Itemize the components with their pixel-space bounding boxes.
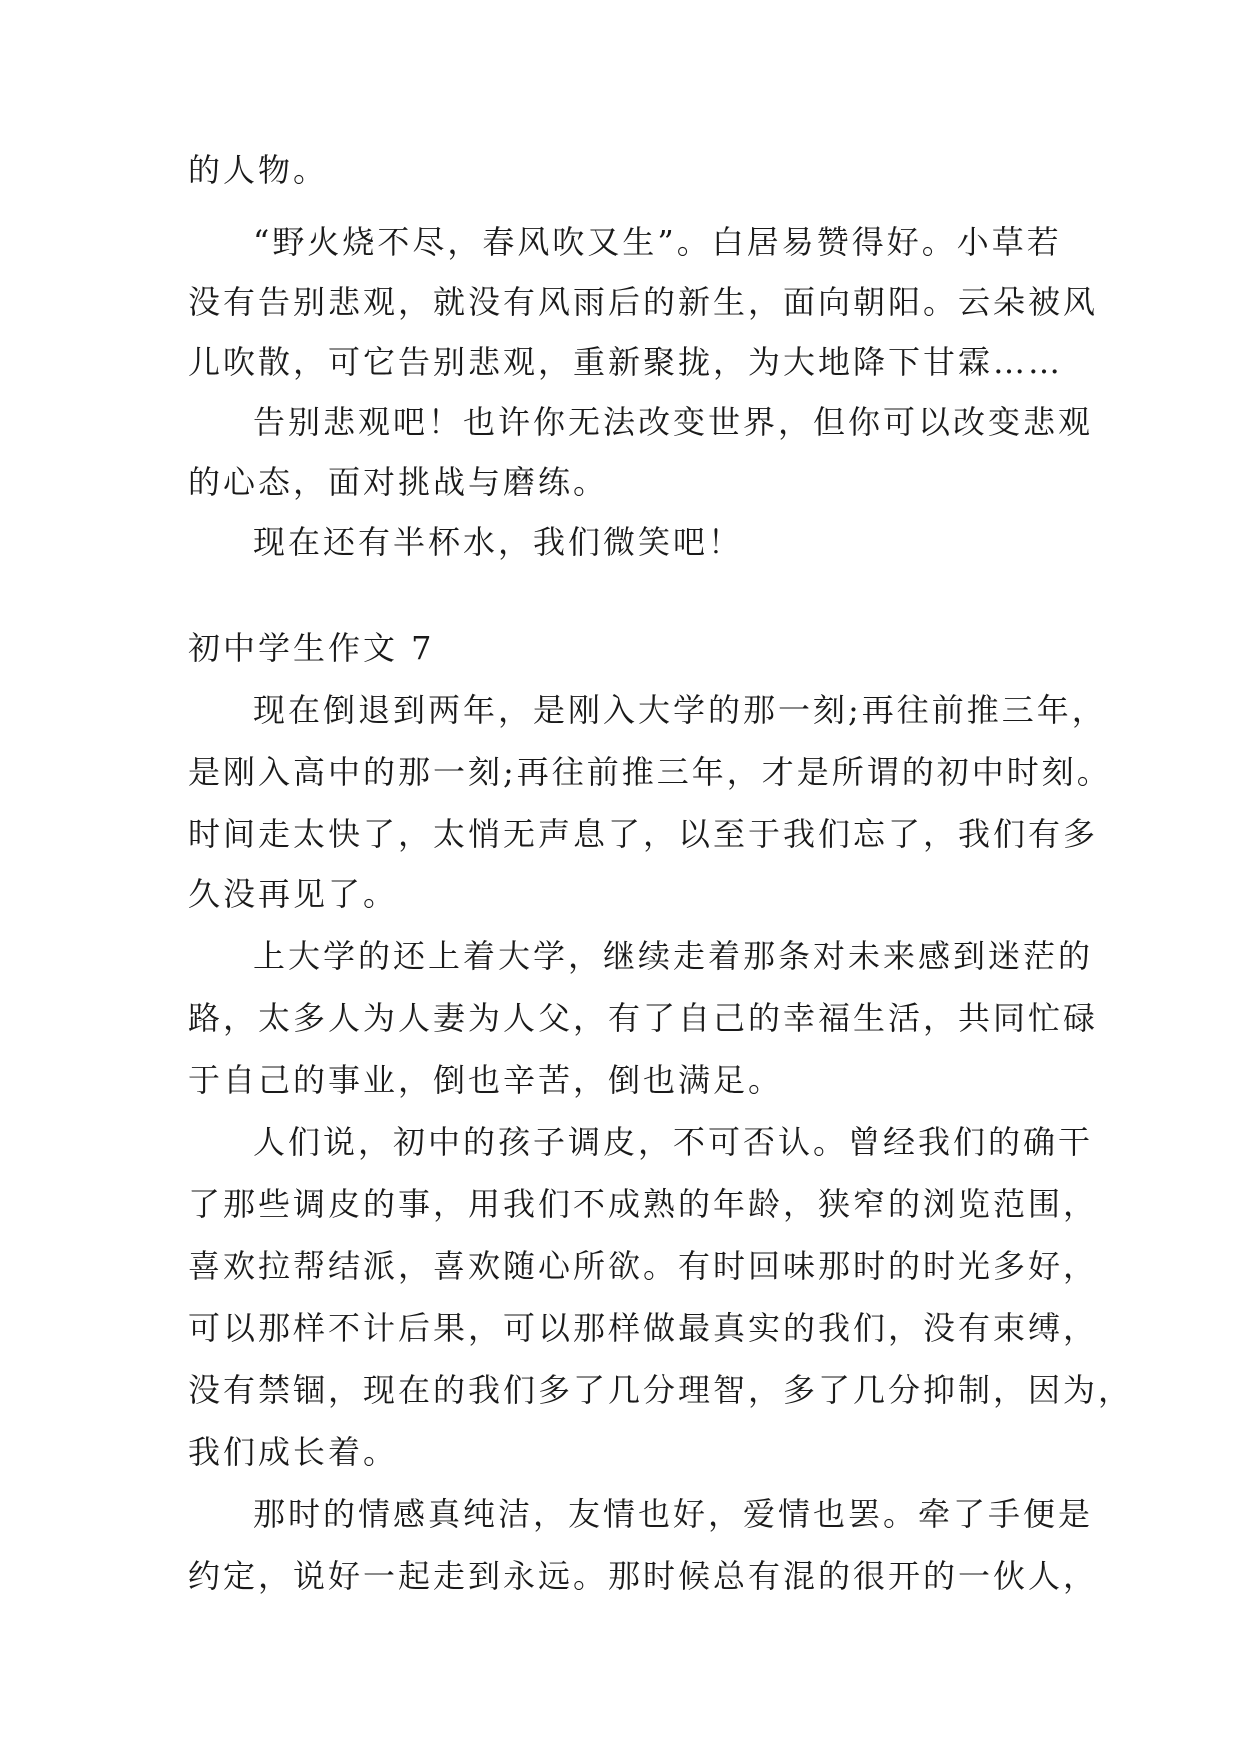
text-line: 了那些调皮的事，用我们不成熟的年龄，狭窄的浏览范围， — [188, 1185, 1099, 1223]
section-title: 初中学生作文 7 — [188, 629, 435, 667]
text-line: 路，太多人为人妻为人父，有了自己的幸福生活，共同忙碌 — [188, 999, 1099, 1037]
text-line: 可以那样不计后果，可以那样做最真实的我们，没有束缚， — [188, 1309, 1099, 1347]
text-line: 没有告别悲观，就没有风雨后的新生，面向朝阳。云朵被风 — [188, 283, 1099, 321]
text-line: 是刚入高中的那一刻;再往前推三年，才是所谓的初中时刻。 — [188, 753, 1112, 791]
text-line: 喜欢拉帮结派，喜欢随心所欲。有时回味那时的时光多好， — [188, 1247, 1099, 1285]
paragraph-first-line: 人们说，初中的孩子调皮，不可否认。曾经我们的确干 — [253, 1123, 1094, 1161]
paragraph-first-line: 上大学的还上着大学，继续走着那条对未来感到迷茫的 — [253, 937, 1094, 975]
paragraph-first-line: “野火烧不尽，春风吹又生”。白居易赞得好。小草若 — [253, 223, 1062, 261]
paragraph-first-line: 那时的情感真纯洁，友情也好，爱情也罢。牵了手便是 — [253, 1495, 1094, 1533]
text-line: 时间走太快了，太悄无声息了，以至于我们忘了，我们有多 — [188, 815, 1099, 853]
text-line: 儿吹散，可它告别悲观，重新聚拢，为大地降下甘霖…… — [188, 343, 1064, 381]
text-line: 我们成长着。 — [188, 1433, 399, 1471]
text-line: 没有禁锢，现在的我们多了几分理智，多了几分抑制，因为， — [188, 1371, 1134, 1409]
text-line: 于自己的事业，倒也辛苦，倒也满足。 — [188, 1061, 784, 1099]
paragraph-first-line: 现在还有半杯水，我们微笑吧！ — [253, 523, 744, 561]
paragraph-first-line: 现在倒退到两年，是刚入大学的那一刻;再往前推三年， — [253, 691, 1107, 729]
paragraph-first-line: 告别悲观吧！也许你无法改变世界，但你可以改变悲观 — [253, 403, 1094, 441]
text-line: 的人物。 — [188, 151, 329, 189]
text-line: 约定，说好一起走到永远。那时候总有混的很开的一伙人， — [188, 1557, 1099, 1595]
text-line: 久没再见了。 — [188, 875, 399, 913]
text-line: 的心态，面对挑战与磨练。 — [188, 463, 609, 501]
